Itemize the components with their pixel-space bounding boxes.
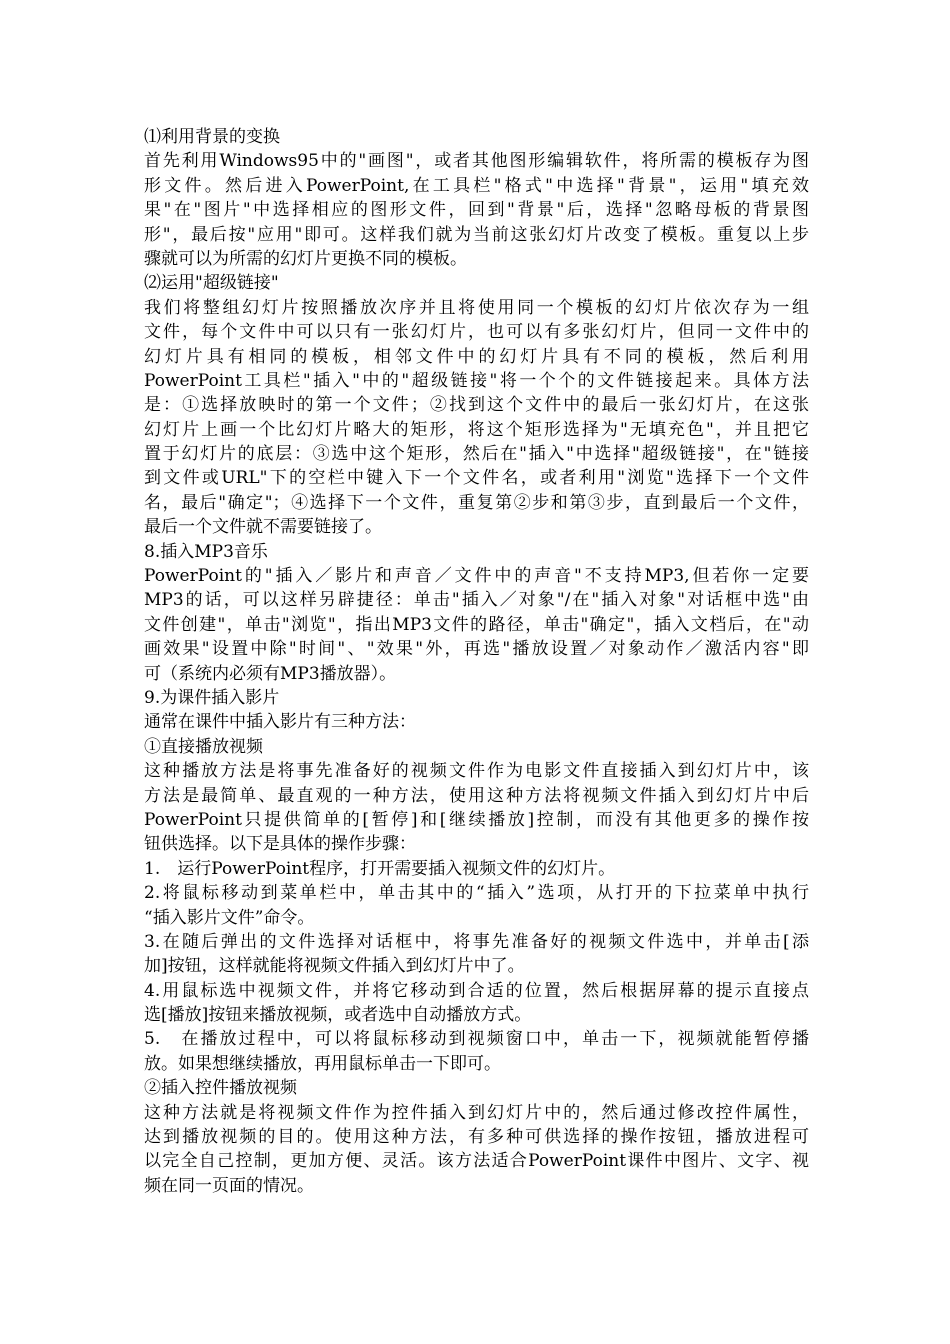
text-line: ⑵运用"超级链接" (144, 273, 279, 294)
text-line: 频在同一页面的情况。 (144, 1175, 314, 1196)
text-line: 1. 运行PowerPoint程序，打开需要插入视频文件的幻灯片。 (144, 858, 616, 879)
text-line: PowerPoint的"插入／影片和声音／文件中的声音"不支持MP3,但若你一定要 (144, 566, 809, 587)
text-line: 是：①选择放映时的第一个文件；②找到这个文件中的最后一张幻灯片，在这张 (144, 395, 809, 416)
text-line: “插入影片文件”命令。 (144, 907, 315, 928)
text-line: 到文件或URL"下的空栏中键入下一个文件名，或者利用"浏览"选择下一个文件 (144, 468, 809, 489)
text-line: 我们将整组幻灯片按照播放次序并且将使用同一个模板的幻灯片依次存为一组 (144, 297, 809, 318)
text-line: 幻灯片具有相同的模板，相邻文件中的幻灯片具有不同的模板，然后利用 (144, 346, 809, 367)
text-line: 形"，最后按"应用"即可。这样我们就为当前这张幻灯片改变了模板。重复以上步 (144, 224, 809, 245)
text-line: 3.在随后弹出的文件选择对话框中，将事先准备好的视频文件选中，并单击[添 (144, 931, 809, 952)
document-page (144, 125, 809, 1198)
text-line: 果"在"图片"中选择相应的图形文件，回到"背景"后，选择"忽略母板的背景图 (144, 200, 809, 221)
text-line: 这种播放方法是将事先准备好的视频文件作为电影文件直接插入到幻灯片中，该 (144, 761, 809, 782)
text-line: 钮供选择。以下是具体的操作步骤： (144, 834, 416, 855)
text-line: 5. 在播放过程中，可以将鼠标移动到视频窗口中，单击一下，视频就能暂停播 (144, 1029, 809, 1050)
text-line: 加]按钮，这样就能将视频文件插入到幻灯片中了。 (144, 956, 525, 977)
text-line: 以完全自己控制，更加方便、灵活。该方法适合PowerPoint课件中图片、文字、视 (144, 1151, 809, 1172)
text-line: 方法是最简单、最直观的一种方法，使用这种方法将视频文件插入到幻灯片中后 (144, 785, 809, 806)
text-line: 通常在课件中插入影片有三种方法： (144, 712, 416, 733)
text-line: 幻灯片上画一个比幻灯片略大的矩形，将这个矩形选择为"无填充色"，并且把它 (144, 419, 809, 440)
text-line: MP3的话，可以这样另辟捷径：单击"插入／对象"/在"插入对象"对话框中选"由 (144, 590, 809, 611)
text-line: 文件创建"，单击"浏览"，指出MP3文件的路径，单击"确定"，插入文档后，在"动 (144, 614, 809, 635)
text-line: 达到播放视频的目的。使用这种方法，有多种可供选择的操作按钮，播放进程可 (144, 1127, 809, 1148)
text-line: PowerPoint工具栏"插入"中的"超级链接"将一个个的文件链接起来。具体方法 (144, 370, 809, 391)
text-line: 形文件。然后进入PowerPoint,在工具栏"格式"中选择"背景"，运用"填充效 (144, 175, 809, 196)
text-line: 放。如果想继续播放，再用鼠标单击一下即可。 (144, 1053, 501, 1074)
text-line: 首先利用Windows95中的"画图"，或者其他图形编辑软件，将所需的模板存为图 (144, 151, 809, 172)
text-line: ②插入控件播放视频 (144, 1078, 297, 1099)
text-line: 名，最后"确定"；④选择下一个文件，重复第②步和第③步，直到最后一个文件， (144, 492, 809, 513)
text-line: 画效果"设置中除"时间"、"效果"外，再选"播放设置／对象动作／激活内容"即 (144, 639, 809, 660)
text-line: ①直接播放视频 (144, 736, 263, 757)
text-line: 这种方法就是将视频文件作为控件插入到幻灯片中的，然后通过修改控件属性， (144, 1102, 809, 1123)
text-line: 8.插入MP3音乐 (144, 541, 268, 562)
text-line: 骤就可以为所需的幻灯片更换不同的模板。 (144, 248, 467, 269)
text-line: 选[播放]按钮来播放视频，或者选中自动播放方式。 (144, 1005, 532, 1026)
text-line: 文件，每个文件中可以只有一张幻灯片，也可以有多张幻灯片，但同一文件中的 (144, 322, 809, 343)
text-line: 2.将鼠标移动到菜单栏中，单击其中的“插入”选项，从打开的下拉菜单中执行 (144, 883, 809, 904)
text-line: 置于幻灯片的底层：③选中这个矩形，然后在"插入"中选择"超级链接"，在"链接 (144, 444, 809, 465)
text-line: PowerPoint只提供简单的[暂停]和[继续播放]控制，而没有其他更多的操作按 (144, 809, 809, 830)
text-line: 可（系统内必须有MP3播放器）。 (144, 663, 397, 684)
text-line: 9.为课件插入影片 (144, 687, 280, 708)
text-line: 4.用鼠标选中视频文件，并将它移动到合适的位置，然后根据屏幕的提示直接点 (144, 980, 809, 1001)
text-line: 最后一个文件就不需要链接了。 (144, 517, 382, 538)
text-line: ⑴利用背景的变换 (144, 127, 280, 147)
